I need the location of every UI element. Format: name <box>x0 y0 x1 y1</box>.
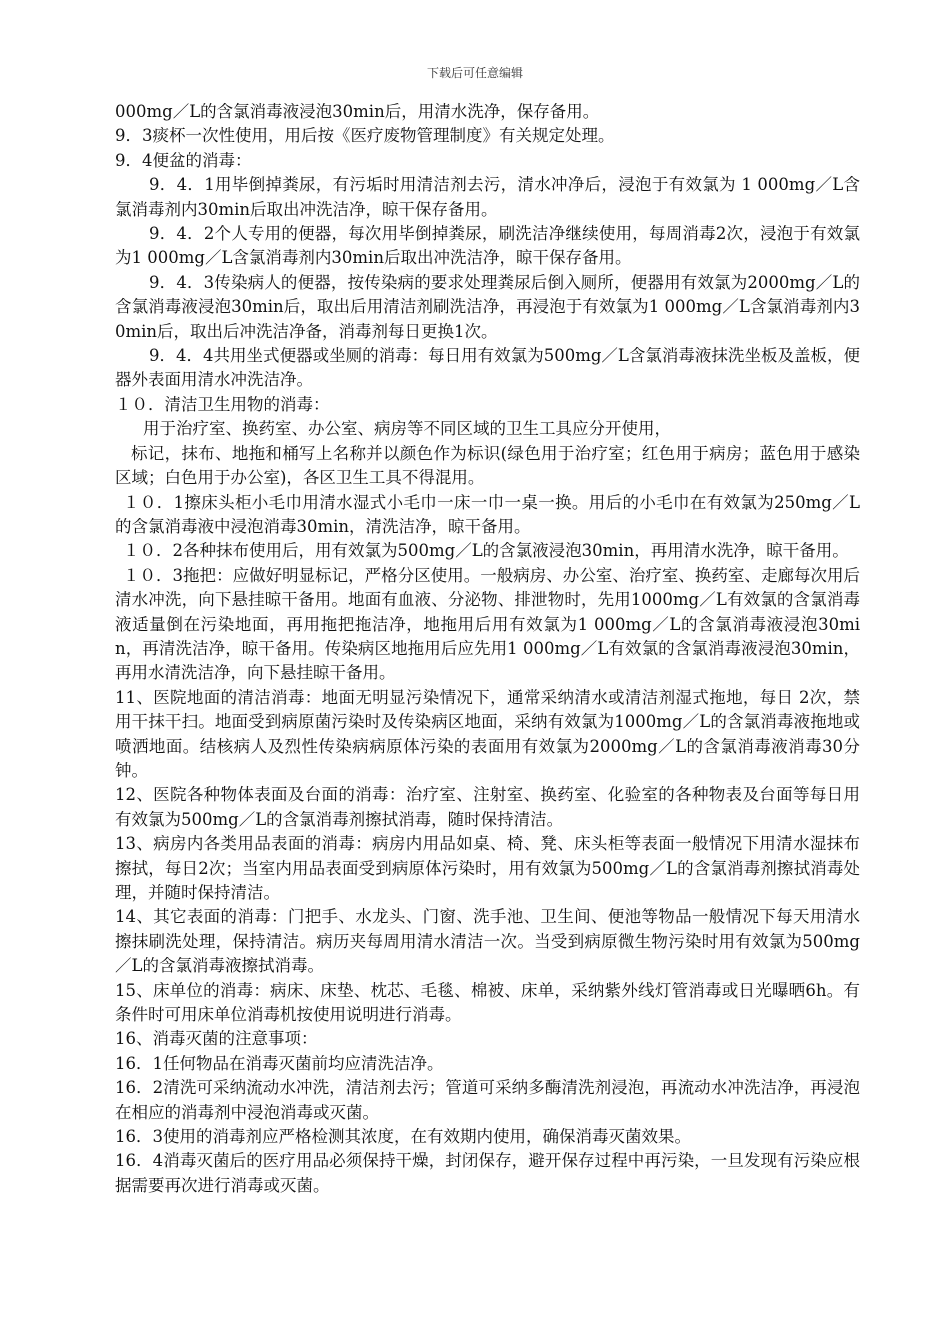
paragraph: 标记，抹布、地拖和桶写上名称并以颜色作为标识(绿色用于治疗室；红色用于病房；蓝色用于感染区域；白色用于办公室)，各区卫生工具不得混用。 <box>115 443 860 488</box>
paragraph: 16．1任何物品在消毒灭菌前均应清洗洁净。 <box>115 1053 444 1073</box>
paragraph: 16．4消毒灭菌后的医疗用品必须保持干燥，封闭保存，避开保存过程中再污染，一旦发现有污染应根据需要再次进行消毒或灭菌。 <box>115 1151 860 1195</box>
section-paragraph: 15、床单位的消毒：病床、床垫、枕芯、毛毯、棉被、床单，采纳紫外线灯管消毒或日光曝晒6h。有条件时可用床单位消毒机按使用说明进行消毒。 <box>115 980 860 1025</box>
paragraph: １０．3拖把：应做好明显标记，严格分区使用。一般病房、办公室、治疗室、换药室、走廊每次用后清水冲洗，向下悬挂晾干备用。地面有血液、分泌物、排泄物时，先用1000mg／L有效氯的含氯消毒液适量倒在污染地面，再用拖把拖洁净，地拖用后用有效氯为1 000mg／L的含氯消毒液浸泡30min，再清洗洁净，晾干备用。传染病区地拖用后应先用1 000mg／L有效氯的含氯消毒液浸泡30min，再用水清洗洁净，向下悬挂晾干备用。 <box>115 565 860 683</box>
paragraph: 用于治疗室、换药室、办公室、病房等不同区域的卫生工具应分开使用， <box>143 419 671 439</box>
section-paragraph: 12、医院各种物体表面及台面的消毒：治疗室、注射室、换药室、化验室的各种物表及台面等每日用有效氯为500mg／L的含氯消毒剂擦拭消毒，随时保持清洁。 <box>115 785 860 829</box>
paragraph: 9．3痰杯一次性使用，用后按《医疗废物管理制度》有关规定处理。 <box>115 126 615 146</box>
document-body <box>115 100 860 1198</box>
paragraph: 9．4便盆的消毒： <box>115 150 252 170</box>
section-paragraph: 13、病房内各类用品表面的消毒：病房内用品如桌、椅、凳、床头柜等表面一般情况下用清水湿抹布擦拭，每日2次；当室内用品表面受到病原体污染时，用有效氯为500mg／L的含氯消毒剂擦拭消毒处理，并随时保持清洁。 <box>115 834 860 902</box>
paragraph: １０．2各种抹布使用后，用有效氯为500mg／L的含氯液浸泡30min，再用清水洗净，晾干备用。 <box>123 541 849 561</box>
section-heading: 16、消毒灭菌的注意事项： <box>115 1029 318 1049</box>
section-heading: １０．清洁卫生用物的消毒： <box>115 394 330 414</box>
paragraph: 9．4．1用毕倒掉粪尿，有污垢时用清洁剂去污，清水冲净后，浸泡于有效氯为 1 000mg／L含氯消毒剂内30min后取出冲洗洁净，晾干保存备用。 <box>115 175 860 219</box>
page-header: 下载后可任意编辑 <box>426 66 523 80</box>
paragraph: 16．3使用的消毒剂应严格检测其浓度，在有效期内使用，确保消毒灭菌效果。 <box>115 1127 691 1147</box>
section-paragraph: 11、医院地面的清洁消毒：地面无明显污染情况下，通常采纳清水或清洁剂湿式拖地，每日 2次，禁用干抹干扫。地面受到病原菌污染时及传染病区地面，采纳有效氯为1000mg／L的含氯消毒液拖地或喷洒地面。结核病人及烈性传染病病原体污染的表面用有效氯为2000mg／L的含氯消毒液消毒30分钟。 <box>115 687 860 780</box>
paragraph: １０．1擦床头柜小毛巾用清水湿式小毛巾一床一巾一桌一换。用后的小毛巾在有效氯为250mg／L的含氯消毒液中浸泡消毒30min，清洗洁净，晾干备用。 <box>115 492 860 536</box>
paragraph: 9．4．4共用坐式便器或坐厕的消毒：每日用有效氯为500mg／L含氯消毒液抹洗坐板及盖板，便器外表面用清水冲洗洁净。 <box>115 346 860 390</box>
paragraph: 9．4．3传染病人的便器，按传染病的要求处理粪尿后倒入厕所，便器用有效氯为2000mg／L的含氯消毒液浸泡30min后，取出后用清洁剂刷洗洁净，再浸泡于有效氯为1 000mg／L含氯消毒剂内30min后，取出后冲洗洁净备，消毒剂每日更换1次。 <box>115 272 860 341</box>
paragraph: 9．4．2个人专用的便器，每次用毕倒掉粪尿，刷洗洁净继续使用，每周消毒2次，浸泡于有效氯为1 000mg／L含氯消毒剂内30min后取出冲洗洁净，晾干保存备用。 <box>115 224 860 268</box>
paragraph: 16．2清洗可采纳流动水冲洗，清洁剂去污；管道可采纳多酶清洗剂浸泡，再流动水冲洗洁净，再浸泡在相应的消毒剂中浸泡消毒或灭菌。 <box>115 1078 860 1122</box>
section-paragraph: 14、其它表面的消毒：门把手、水龙头、门窗、洗手池、卫生间、便池等物品一般情况下每天用清水擦抹刷洗处理，保持清洁。病历夹每周用清水清洁一次。当受到病原微生物污染时用有效氯为500mg／L的含氯消毒液擦拭消毒。 <box>115 907 860 976</box>
paragraph: 000mg／L的含氯消毒液浸泡30min后，用清水洗净，保存备用。 <box>115 102 600 121</box>
